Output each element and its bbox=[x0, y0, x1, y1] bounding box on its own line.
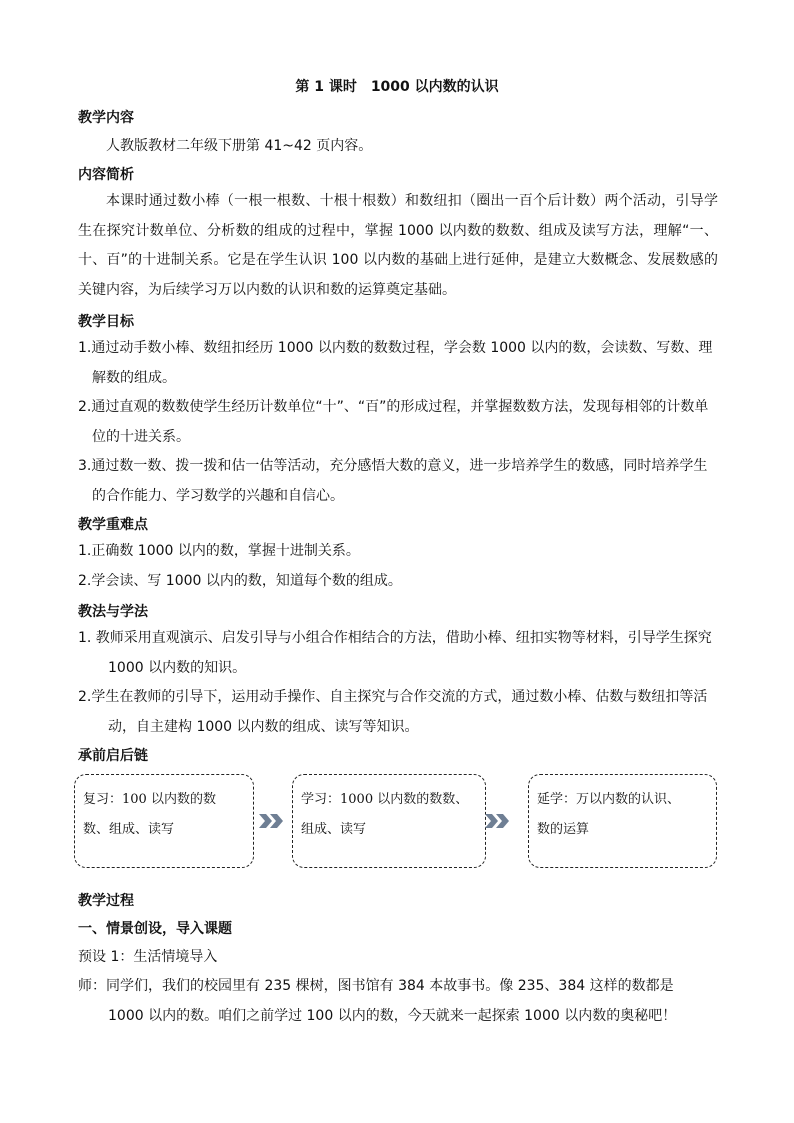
chain-box-text: 学习：1000 以内数的数数、 bbox=[301, 792, 469, 807]
heading-methods: 教法与学法 bbox=[78, 604, 148, 620]
chain-box-review bbox=[74, 774, 254, 868]
teacher-speech-line: 师：同学们，我们的校园里有 235 棵树，图书馆有 384 本故事书。像 235、384 这样的数都是 bbox=[78, 978, 674, 994]
heading-teaching-process: 教学过程 bbox=[78, 893, 134, 909]
goal-item: 1.通过动手数小棒、数纽扣经历 1000 以内数的数数过程，学会数 1000 以内的数，会读数、写数、理解数的组成。 bbox=[78, 340, 713, 386]
key-point-item: 2.学会读、写 1000 以内的数，知道每个数的组成。 bbox=[78, 572, 402, 589]
double-chevron-right-icon bbox=[484, 813, 512, 829]
heading-content-brief: 内容简析 bbox=[78, 167, 134, 183]
method-item: 2.学生在教师的引导下，运用动手操作、自主探究与合作交流的方式，通过数小棒、估数与数纽扣等活动，自主建构 1000 以内数的组成、读写等知识。 bbox=[78, 689, 708, 735]
methods-list bbox=[78, 624, 718, 742]
chain-box-text: 复习：100 以内数的数 bbox=[83, 792, 216, 807]
heading-knowledge-chain: 承前启后链 bbox=[78, 748, 148, 764]
goal-item: 3.通过数一数、拨一拨和估一估等活动，充分感悟大数的意义，进一步培养学生的数感，同时培养学生的合作能力、学习数学的兴趣和自信心。 bbox=[78, 458, 708, 504]
preset-label: 预设 1：生活情境导入 bbox=[78, 949, 218, 965]
method-item: 1. 教师采用直观演示、启发引导与小组合作相结合的方法，借助小棒、纽扣实物等材料，引导学生探究 1000 以内数的知识。 bbox=[78, 630, 712, 676]
goal-item: 2.通过直观的数数使学生经历计数单位“十”、“百”的形成过程，并掌握数数方法，发现每相邻的计数单位的十进关系。 bbox=[78, 399, 709, 445]
teacher-speech-line: 1000 以内的数。咱们之前学过 100 以内的数，今天就来一起探索 1000 以内数的奥秘吧！ bbox=[108, 1008, 677, 1024]
heading-teaching-content: 教学内容 bbox=[78, 110, 134, 126]
chain-box-text: 数的运算 bbox=[537, 822, 590, 837]
goals-list bbox=[78, 334, 718, 511]
heading-teaching-goals: 教学目标 bbox=[78, 314, 134, 330]
chain-box-learn bbox=[292, 774, 486, 868]
step-heading: 一、情景创设，导入课题 bbox=[78, 921, 232, 937]
page-title: 第 1 课时 1000 以内数的认识 bbox=[295, 79, 499, 95]
heading-key-points: 教学重难点 bbox=[78, 517, 148, 533]
chain-box-text: 数、组成、读写 bbox=[83, 822, 175, 837]
content-brief-text: 本课时通过数小棒（一根一根数、十根十根数）和数纽扣（圈出一百个后计数）两个活动，引导学生在探究计数单位、分析数的组成的过程中，掌握 1000 以内数的数数、组成及读写方法，理解“一、十、百”的十进制关系。它是在学生认识 100 以内数的基础上进行延伸，是建立大数概念、发展数感的关键内容，为后续学习万以内数的认识和数的运算奠定基础。 bbox=[78, 193, 718, 298]
chain-box-text: 延学：万以内数的认识、 bbox=[537, 792, 681, 807]
key-point-item: 1.正确数 1000 以内的数，掌握十进制关系。 bbox=[78, 543, 360, 559]
key-points-list bbox=[78, 537, 718, 596]
teaching-content-text: 人教版教材二年级下册第 41~42 页内容。 bbox=[106, 138, 373, 154]
chain-box-extend bbox=[528, 774, 717, 868]
double-chevron-right-icon bbox=[258, 813, 286, 829]
chain-box-text: 组成、读写 bbox=[301, 822, 367, 837]
